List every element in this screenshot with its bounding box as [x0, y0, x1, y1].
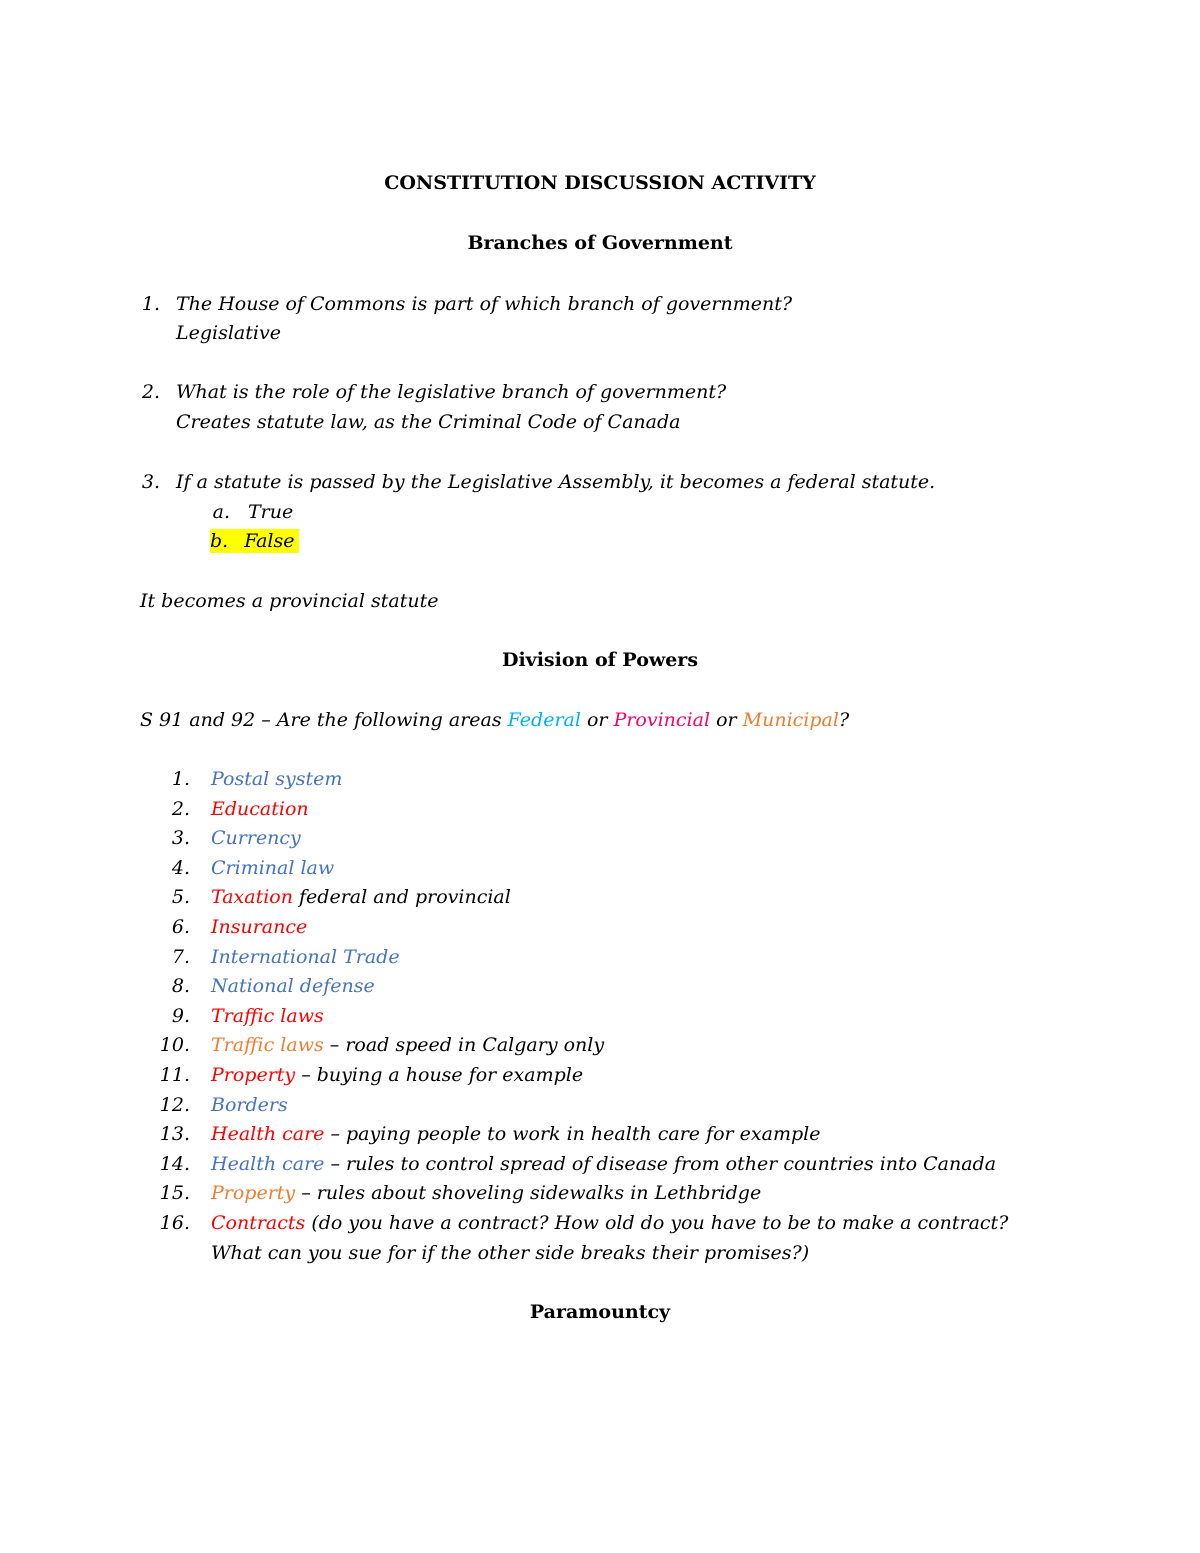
provincial-key: Provincial	[613, 709, 711, 731]
list-item	[211, 945, 400, 969]
list-item-term: Health care	[211, 1153, 325, 1175]
list-item-number: 3.	[171, 827, 190, 849]
question-text: The House of Commons is part of which branch of government?	[176, 293, 793, 315]
list-item	[211, 885, 511, 909]
question-number: 3.	[141, 471, 160, 493]
question-text: What is the role of the legislative branch of government?	[176, 381, 727, 403]
option-letter: a.	[212, 501, 230, 523]
list-item-number: 14.	[159, 1153, 190, 1175]
list-item-number: 8.	[171, 975, 190, 997]
list-item-term: Property	[211, 1182, 296, 1204]
intro-text: or	[580, 709, 614, 731]
list-item-number: 10.	[159, 1034, 190, 1056]
list-item-term: Education	[211, 798, 309, 820]
list-item	[211, 1093, 288, 1117]
list-item-term: Borders	[211, 1094, 288, 1116]
list-item-term: Currency	[211, 827, 301, 849]
list-item	[211, 974, 375, 998]
list-item	[211, 826, 301, 850]
list-item-number: 12.	[159, 1094, 190, 1116]
document-title: CONSTITUTION DISCUSSION ACTIVITY	[384, 172, 816, 194]
list-item-number: 7.	[171, 946, 190, 968]
list-item-number: 4.	[171, 857, 190, 879]
list-item-number: 5.	[171, 886, 190, 908]
list-item	[211, 856, 334, 880]
list-item-term: Criminal law	[211, 857, 335, 879]
section-heading-division: Division of Powers	[501, 649, 699, 671]
list-item	[211, 915, 307, 939]
list-item	[211, 1181, 761, 1205]
question-number: 1.	[141, 293, 160, 315]
list-item-term: Health care	[211, 1123, 325, 1145]
list-item	[211, 1063, 583, 1087]
section-heading-paramountcy: Paramountcy	[529, 1301, 671, 1323]
list-item	[211, 1211, 1008, 1235]
option-text: True	[248, 501, 294, 523]
list-item-term: Property	[211, 1064, 296, 1086]
list-item-term: Contracts	[211, 1212, 306, 1234]
list-item-term: Traffic laws	[211, 1005, 324, 1027]
intro-text: S 91 and 92 – Are the following areas	[140, 709, 508, 731]
list-item-number: 9.	[171, 1005, 190, 1027]
list-item-term: Taxation	[211, 886, 293, 908]
option-letter: b.	[210, 530, 229, 552]
list-item	[211, 1152, 996, 1176]
division-intro	[140, 708, 849, 732]
list-item-term: Postal system	[211, 768, 343, 790]
list-item-term: National defense	[211, 975, 375, 997]
list-item-detail: – road speed in Calgary only	[323, 1034, 605, 1056]
list-item-number: 16.	[159, 1212, 190, 1234]
list-item-number: 6.	[171, 916, 190, 938]
list-item-term: Traffic laws	[211, 1034, 324, 1056]
list-item	[211, 1033, 604, 1057]
question-answer: Creates statute law, as the Criminal Code of Canada	[176, 411, 681, 433]
list-item-number: 15.	[159, 1182, 190, 1204]
list-item	[211, 1004, 324, 1028]
list-item-term: International Trade	[211, 946, 400, 968]
question-text: If a statute is passed by the Legislative Assembly, it becomes a federal statute.	[176, 471, 936, 493]
question-answer: Legislative	[176, 322, 281, 344]
intro-text: ?	[838, 709, 850, 731]
list-item-detail: (do you have a contract? How old do you have to be to make a contract?	[305, 1212, 1009, 1234]
list-item-detail: – paying people to work in health care for example	[324, 1123, 821, 1145]
question-number: 2.	[141, 381, 160, 403]
list-item	[211, 1122, 820, 1146]
list-item-number: 2.	[171, 798, 190, 820]
municipal-key: Municipal	[742, 709, 839, 731]
list-item	[211, 797, 309, 821]
section-heading-branches: Branches of Government	[467, 232, 733, 254]
list-item-term: Insurance	[211, 916, 308, 938]
answer-note: It becomes a provincial statute	[140, 590, 439, 612]
list-item-detail: – rules to control spread of disease from other countries into Canada	[324, 1153, 997, 1175]
option-text: False	[244, 530, 295, 552]
list-item-number: 1.	[171, 768, 190, 790]
list-item-detail-continued: What can you sue for if the other side breaks their promises?)	[211, 1242, 810, 1264]
list-item-number: 13.	[159, 1123, 190, 1145]
list-item-number: 11.	[159, 1064, 190, 1086]
list-item-detail: – buying a house for example	[295, 1064, 584, 1086]
list-item-detail: federal and provincial	[292, 886, 511, 908]
list-item-detail: – rules about shoveling sidewalks in Lethbridge	[295, 1182, 762, 1204]
intro-text: or	[710, 709, 743, 731]
list-item	[211, 767, 342, 791]
option-highlighted	[210, 529, 299, 553]
federal-key: Federal	[507, 709, 581, 731]
